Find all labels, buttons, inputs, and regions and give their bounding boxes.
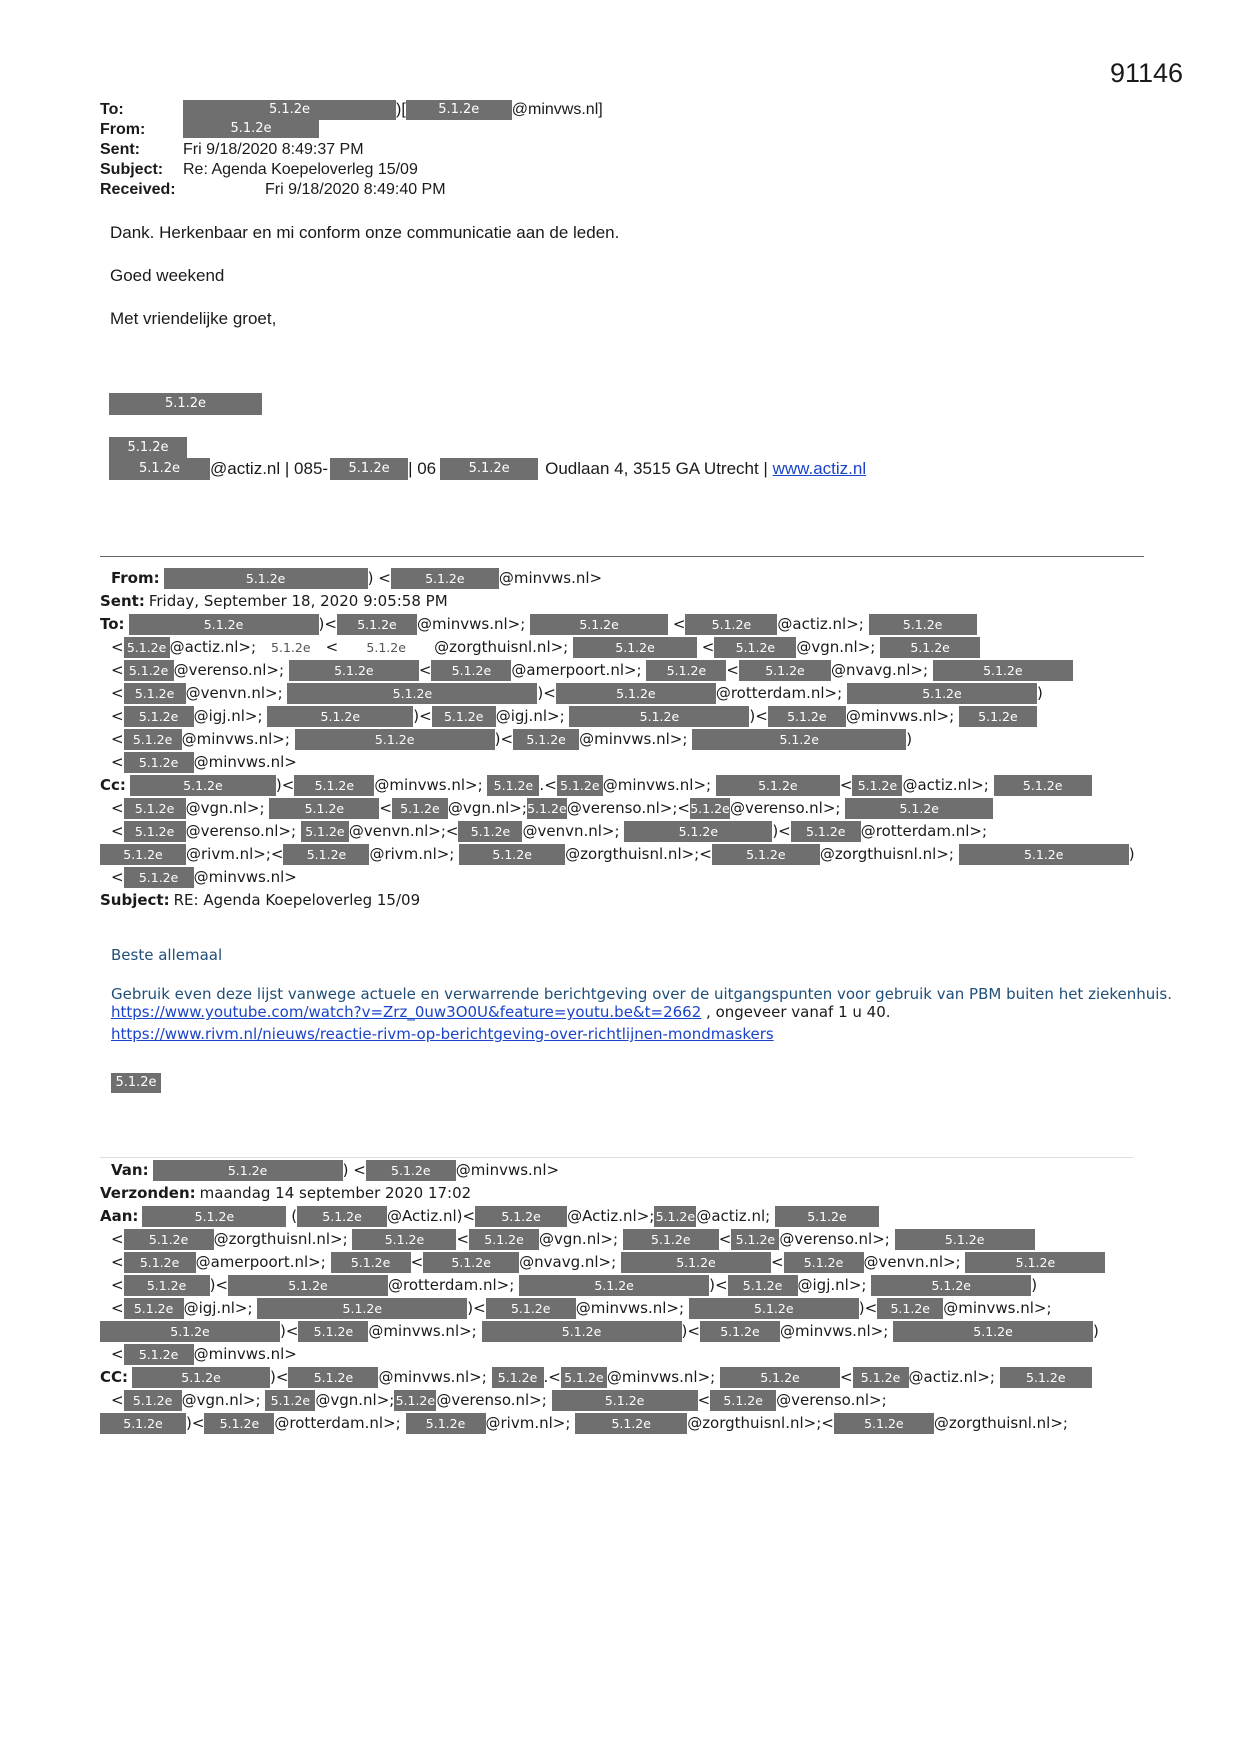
recipient: @venvn.nl>; <box>863 1253 961 1271</box>
recipient: @minvws.nl>; <box>374 776 483 794</box>
redaction: 5.1.2e <box>124 683 186 704</box>
recipient: @minvws.nl>; <box>416 615 526 633</box>
recipient: @zorgthuisnl.nl>; <box>213 1230 348 1248</box>
received-value: Fri 9/18/2020 8:49:40 PM <box>265 181 446 198</box>
recipient: @vgn.nl>; <box>539 1230 619 1248</box>
recipient: @minvws.nl>; <box>579 730 688 748</box>
redaction: 5.1.2e <box>871 1275 1031 1296</box>
recipient: @venvn.nl>; <box>185 684 283 702</box>
signature-line <box>109 458 866 480</box>
recipient: @minvws.nl>; <box>602 776 712 794</box>
redaction: 5.1.2e <box>100 1413 186 1434</box>
cc-label: Cc: <box>100 776 126 794</box>
redaction: 5.1.2e <box>712 844 820 865</box>
subject-value: RE: Agenda Koepeloverleg 15/09 <box>173 891 421 909</box>
recipient: @venvn.nl>; <box>348 822 446 840</box>
redaction: 5.1.2e <box>710 1390 776 1411</box>
recipient: @igj.nl>; <box>495 707 565 725</box>
youtube-link[interactable]: https://www.youtube.com/watch?v=Zrz_0uw3O0U&feature=youtu.be&t=2662 <box>111 1003 702 1021</box>
redaction: 5.1.2e <box>287 683 537 704</box>
recipient: @minvws.nl>; <box>378 1368 487 1386</box>
redaction: 5.1.2e <box>164 568 368 589</box>
recipient: @zorgthuisnl.nl>; <box>687 1414 822 1432</box>
redaction: 5.1.2e <box>475 1206 567 1227</box>
redaction: 5.1.2e <box>394 1390 436 1411</box>
recipient: @rivm.nl>; <box>186 845 271 863</box>
recipient: @minvws.nl>; <box>606 1368 716 1386</box>
recipient: @vgn.nl>; <box>447 799 527 817</box>
redaction: 5.1.2e <box>301 821 349 842</box>
redaction: 5.1.2e <box>265 1390 315 1411</box>
redaction: 5.1.2e <box>714 637 796 658</box>
to-label: To: <box>100 101 124 118</box>
recipient: @igj.nl>; <box>797 1276 867 1294</box>
redaction: 5.1.2e <box>716 775 840 796</box>
recipient: @rotterdam.nl>; <box>388 1276 515 1294</box>
subject-value: Re: Agenda Koepeloverleg 15/09 <box>183 161 418 178</box>
redaction: 5.1.2e <box>294 775 374 796</box>
body-line: Met vriendelijke groet, <box>110 309 277 328</box>
redaction: 5.1.2e <box>994 775 1092 796</box>
redaction: 5.1.2e <box>487 775 539 796</box>
sent-value: Fri 9/18/2020 8:49:37 PM <box>183 141 364 158</box>
sig-address: Oudlaan 4, 3515 GA Utrecht | <box>545 459 768 478</box>
body-line: Goed weekend <box>110 266 225 285</box>
sender-redaction: 5.1.2e <box>111 1073 161 1093</box>
recipient: @actiz.nl>; <box>169 638 257 656</box>
redaction: 5.1.2e <box>261 637 321 658</box>
actiz-website-link[interactable]: www.actiz.nl <box>772 459 867 478</box>
email3-header: Van: 5.1.2e ) < 5.1.2e @minvws.nl> Verzonden: maandag 14 september 2020 17:02 Aan: 5.1.2e ( 5.1.2e @Actiz.nl)< 5.1.2e @Actiz.nl>; 5.1.2e @actiz.nl; 5.1.2e < 5.1.2e @zorgthuisnl.nl>; 5.1.2e < 5.1.2e @vgn.nl>; 5.1.2e < 5.1.2e @verenso.nl>; 5.1.2e < 5.1.2e @amerpoort.nl>; 5.1.2e < 5.1.2e @nvavg.nl>; 5.1.2e < 5.1.2e @venvn.nl>; 5.1.2e < 5.1.2e )< 5.1.2e @rotterdam.nl>; 5.1.2e )< 5.1.2e @igj.nl>; 5.1.2e ) < 5.1.2e @igj.nl>; 5.1.2e )< 5.1.2e @minvws.nl>; 5.1.2e )< 5.1.2e @minvws.nl>; 5.1.2e )< 5.1.2e @minvws.nl>; 5.1.2e )< 5.1.2e @minvws.nl>; 5.1.2e ) < 5.1.2e @minvws.nl> CC: 5.1.2e )< 5.1.2e @minvws.nl>; 5.1.2e .< 5.1.2e @minvws.nl>; 5.1.2e < 5.1.2e @actiz.nl>; 5.1.2e < 5.1.2e @vgn.nl>; 5.1.2e @vgn.nl>; 5.1.2e @verenso.nl>; 5.1.2e < 5.1.2e @verenso.nl>; 5.1.2e )< 5.1.2e @rotterdam.nl>; 5.1.2e @rivm.nl>; 5.1.2e @zorgthuisnl.nl>; < 5.1.2e @zorgthuisnl.nl>; <box>100 1159 1105 1435</box>
redaction: 5.1.2e <box>965 1252 1105 1273</box>
recipient: @zorgthuisnl.nl>; <box>933 1414 1068 1432</box>
redaction: 5.1.2e <box>124 1390 182 1411</box>
recipient: @igj.nl>; <box>183 1299 253 1317</box>
recipient: @rivm.nl>; <box>369 845 455 863</box>
recipient: @rotterdam.nl>; <box>860 822 988 840</box>
recipient: @actiz.nl>; <box>902 776 989 794</box>
to-label: To: <box>100 615 125 633</box>
redaction: 5.1.2e <box>469 1229 539 1250</box>
redaction: 5.1.2e <box>183 100 396 120</box>
redaction: 5.1.2e <box>440 458 538 480</box>
van-label: Van: <box>111 1161 149 1179</box>
received-label: Received: <box>100 181 176 198</box>
from-label: From: <box>100 121 146 138</box>
redaction: 5.1.2e <box>142 1206 286 1227</box>
signature-name-redaction: 5.1.2e <box>109 393 262 415</box>
link1-note: , ongeveer vanaf 1 u 40. <box>706 1003 891 1021</box>
signature-redaction: 5.1.2e <box>109 437 187 459</box>
verzonden-value: maandag 14 september 2020 17:02 <box>199 1184 472 1202</box>
recipient: @verenso.nl>; <box>776 1391 887 1409</box>
recipient: @rotterdam.nl>; <box>274 1414 401 1432</box>
redaction: 5.1.2e <box>728 1275 798 1296</box>
redaction: 5.1.2e <box>739 660 831 681</box>
redaction: 5.1.2e <box>895 1229 1035 1250</box>
redaction: 5.1.2e <box>124 660 174 681</box>
recipient: @minvws.nl> <box>193 1345 297 1363</box>
redaction: 5.1.2e <box>569 706 749 727</box>
redaction: 5.1.2e <box>100 844 186 865</box>
redaction: 5.1.2e <box>646 660 726 681</box>
recipient: @vgn.nl>; <box>315 1391 395 1409</box>
recipient: @minvws.nl>; <box>368 1322 477 1340</box>
redaction: 5.1.2e <box>530 614 668 635</box>
redaction: 5.1.2e <box>297 1206 387 1227</box>
redaction: 5.1.2e <box>689 1298 859 1319</box>
redaction: 5.1.2e <box>391 568 499 589</box>
recipient: @zorgthuisnl.nl>; <box>819 845 954 863</box>
recipient: @minvws.nl>; <box>575 1299 685 1317</box>
subject-label: Subject: <box>100 161 164 178</box>
redaction: 5.1.2e <box>337 614 417 635</box>
redaction: 5.1.2e <box>124 1344 194 1365</box>
redaction: 5.1.2e <box>366 1160 456 1181</box>
cc-label: CC: <box>100 1368 129 1386</box>
recipient: @verenso.nl>; <box>729 799 841 817</box>
redaction: 5.1.2e <box>877 1298 943 1319</box>
redaction: 5.1.2e <box>959 706 1037 727</box>
redaction: 5.1.2e <box>132 1367 270 1388</box>
page-number: 91146 <box>1110 58 1184 88</box>
redaction: 5.1.2e <box>330 458 408 480</box>
sent-label: Sent: <box>100 141 140 158</box>
aan-label: Aan: <box>100 1207 139 1225</box>
recipient: @venvn.nl>; <box>522 822 620 840</box>
email2-header: From: 5.1.2e ) < 5.1.2e @minvws.nl> Sent: Friday, September 18, 2020 9:05:58 PM To: 5.1.2e )< 5.1.2e @minvws.nl>; 5.1.2e < 5.1.2e @actiz.nl>; 5.1.2e < 5.1.2e @actiz.nl>; 5.1.2e < 5.1.2e @zorgthuisnl.nl>; 5.1.2e < 5.1.2e @vgn.nl>; 5.1.2e < 5.1.2e @verenso.nl>; 5.1.2e < 5.1.2e @amerpoort.nl>; 5.1.2e < 5.1.2e @nvavg.nl>; 5.1.2e < 5.1.2e @venvn.nl>; 5.1.2e )< 5.1.2e @rotterdam.nl>; 5.1.2e ) < 5.1.2e @igj.nl>; 5.1.2e )< 5.1.2e @igj.nl>; 5.1.2e )< 5.1.2e @minvws.nl>; 5.1.2e < 5.1.2e @minvws.nl>; 5.1.2e )< 5.1.2e @minvws.nl>; 5.1.2e ) < 5.1.2e @minvws.nl> Cc: 5.1.2e )< 5.1.2e @minvws.nl>; 5.1.2e .< 5.1.2e @minvws.nl>; 5.1.2e < 5.1.2e @actiz.nl>; 5.1.2e < 5.1.2e @vgn.nl>; 5.1.2e < 5.1.2e @vgn.nl>; 5.1.2e @verenso.nl>; < 5.1.2e @verenso.nl>; 5.1.2e < 5.1.2e @verenso.nl>; 5.1.2e @venvn.nl>; < 5.1.2e @venvn.nl>; 5.1.2e )< 5.1.2e @rotterdam.nl>; 5.1.2e @rivm.nl>; < 5.1.2e @rivm.nl>; 5.1.2e @zorgthuisnl.nl>; < 5.1.2e @zorgthuisnl.nl>; 5.1.2e ) < 5.1.2e @minvws.nl> Subject: RE: Agenda Koepeloverleg 15/09 <box>100 567 1135 912</box>
redaction: 5.1.2e <box>295 729 495 750</box>
redaction: 5.1.2e <box>845 798 993 819</box>
email1-header <box>100 100 603 200</box>
verzonden-label: Verzonden: <box>100 1184 196 1202</box>
redaction: 5.1.2e <box>459 844 565 865</box>
redaction: 5.1.2e <box>331 1252 411 1273</box>
recipient: @amerpoort.nl>; <box>511 661 642 679</box>
redaction: 5.1.2e <box>423 1252 519 1273</box>
redaction: 5.1.2e <box>124 1252 196 1273</box>
recipient: @nvavg.nl>; <box>830 661 929 679</box>
redaction: 5.1.2e <box>731 1229 779 1250</box>
redaction: 5.1.2e <box>690 798 730 819</box>
redaction: 5.1.2e <box>228 1275 388 1296</box>
redaction: 5.1.2e <box>124 821 186 842</box>
redaction: 5.1.2e <box>933 660 1073 681</box>
from-domain: @minvws.nl> <box>498 569 603 587</box>
redaction: 5.1.2e <box>288 1367 378 1388</box>
redaction: 5.1.2e <box>124 637 170 658</box>
to-domain: @minvws.nl] <box>511 101 603 118</box>
redaction: 5.1.2e <box>869 614 977 635</box>
redaction: 5.1.2e <box>124 752 194 773</box>
redaction: 5.1.2e <box>298 1321 368 1342</box>
redaction: 5.1.2e <box>621 1252 771 1273</box>
redaction: 5.1.2e <box>153 1160 343 1181</box>
redaction: 5.1.2e <box>513 729 579 750</box>
greeting: Beste allemaal <box>111 946 223 964</box>
redaction: 5.1.2e <box>519 1275 709 1296</box>
redaction: 5.1.2e <box>768 706 846 727</box>
recipient: @verenso.nl>; <box>185 822 297 840</box>
redaction: 5.1.2e <box>406 1413 486 1434</box>
redaction: 5.1.2e <box>124 729 182 750</box>
redaction: 5.1.2e <box>624 821 772 842</box>
recipient: @minvws.nl>; <box>943 1299 1052 1317</box>
recipient: @vgn.nl>; <box>181 1391 261 1409</box>
redaction: 5.1.2e <box>124 1275 210 1296</box>
redaction: 5.1.2e <box>352 1229 456 1250</box>
recipient: @rivm.nl>; <box>485 1414 571 1432</box>
redaction: 5.1.2e <box>552 1390 698 1411</box>
email1-body <box>110 222 619 351</box>
redaction: 5.1.2e <box>893 1321 1093 1342</box>
redaction: 5.1.2e <box>852 775 902 796</box>
redaction: 5.1.2e <box>283 844 369 865</box>
redaction: 5.1.2e <box>431 660 511 681</box>
redaction: 5.1.2e <box>775 1206 879 1227</box>
rivm-link[interactable]: https://www.rivm.nl/nieuws/reactie-rivm-op-berichtgeving-over-richtlijnen-mondmaskers <box>111 1025 774 1043</box>
redaction: 5.1.2e <box>124 706 194 727</box>
recipient: @amerpoort.nl>; <box>195 1253 326 1271</box>
redaction: 5.1.2e <box>129 614 319 635</box>
email2-body <box>111 946 1172 1093</box>
recipient: @minvws.nl> <box>193 753 297 771</box>
recipient: @minvws.nl>; <box>181 730 290 748</box>
redaction: 5.1.2e <box>834 1413 934 1434</box>
sent-label: Sent: <box>100 592 145 610</box>
recipient: @zorgthuisnl.nl>; <box>434 638 569 656</box>
redaction: 5.1.2e <box>100 1321 280 1342</box>
redaction: 5.1.2e <box>623 1229 719 1250</box>
redaction: 5.1.2e <box>458 821 522 842</box>
redaction: 5.1.2e <box>124 867 194 888</box>
redaction: 5.1.2e <box>109 458 210 480</box>
redaction: 5.1.2e <box>130 775 276 796</box>
body-line: Dank. Herkenbaar en mi conform onze communicatie aan de leden. <box>110 223 620 242</box>
recipient: @actiz.nl>; <box>777 615 864 633</box>
redaction: 5.1.2e <box>257 1298 467 1319</box>
redaction: 5.1.2e <box>269 798 379 819</box>
recipient: @verenso.nl>; <box>436 1391 547 1409</box>
redaction: 5.1.2e <box>561 1367 607 1388</box>
redaction: 5.1.2e <box>573 637 697 658</box>
redaction: 5.1.2e <box>692 729 906 750</box>
redaction: 5.1.2e <box>1000 1367 1092 1388</box>
sent-value: Friday, September 18, 2020 9:05:58 PM <box>148 592 448 610</box>
divider <box>100 556 1144 557</box>
to-sep: )[ <box>396 101 406 118</box>
redaction: 5.1.2e <box>289 660 419 681</box>
redaction: 5.1.2e <box>575 1413 687 1434</box>
redaction: 5.1.2e <box>791 821 861 842</box>
recipient: @actiz.nl>; <box>908 1368 995 1386</box>
recipient: @verenso.nl>; <box>173 661 285 679</box>
from-label: From: <box>111 569 160 587</box>
sig-06: | 06 <box>408 459 437 478</box>
redaction: 5.1.2e <box>853 1367 909 1388</box>
recipient: @minvws.nl> <box>193 868 297 886</box>
van-domain: @minvws.nl> <box>455 1161 560 1179</box>
recipient: @minvws.nl>; <box>779 1322 889 1340</box>
redaction: 5.1.2e <box>482 1321 682 1342</box>
redaction: 5.1.2e <box>204 1413 274 1434</box>
redaction: 5.1.2e <box>685 614 777 635</box>
redaction: 5.1.2e <box>124 798 186 819</box>
subject-label: Subject: <box>100 891 170 909</box>
recipient: @verenso.nl>; <box>566 799 678 817</box>
redaction: 5.1.2e <box>124 1298 184 1319</box>
redaction: 5.1.2e <box>124 1229 214 1250</box>
recipient: @verenso.nl>; <box>779 1230 890 1248</box>
recipient: @rotterdam.nl>; <box>715 684 843 702</box>
recipient: @vgn.nl>; <box>796 638 876 656</box>
redaction: 5.1.2e <box>338 637 434 658</box>
recipient: @zorgthuisnl.nl>; <box>565 845 700 863</box>
redaction: 5.1.2e <box>880 637 980 658</box>
redaction: 5.1.2e <box>720 1367 840 1388</box>
redaction: 5.1.2e <box>654 1206 696 1227</box>
redaction: 5.1.2e <box>392 798 448 819</box>
redaction: 5.1.2e <box>557 775 603 796</box>
redaction: 5.1.2e <box>959 844 1129 865</box>
redaction: 5.1.2e <box>267 706 413 727</box>
recipient: @vgn.nl>; <box>185 799 265 817</box>
redaction: 5.1.2e <box>784 1252 864 1273</box>
sig-actiz: @actiz.nl | 085- <box>210 459 329 478</box>
redaction: 5.1.2e <box>432 706 496 727</box>
redaction: 5.1.2e <box>486 1298 576 1319</box>
recipient: @igj.nl>; <box>193 707 263 725</box>
redaction: 5.1.2e <box>492 1367 544 1388</box>
body-text: Gebruik even deze lijst vanwege actuele en verwarrende berichtgeving over de uitgangspunten voor gebruik van PBM buiten het ziekenhuis. <box>111 985 1172 1003</box>
recipient: @nvavg.nl>; <box>519 1253 617 1271</box>
redaction: 5.1.2e <box>527 798 567 819</box>
recipient: @minvws.nl>; <box>845 707 955 725</box>
redaction: 5.1.2e <box>406 100 512 120</box>
divider <box>100 1157 1133 1158</box>
redaction: 5.1.2e <box>700 1321 780 1342</box>
redaction: 5.1.2e <box>556 683 716 704</box>
redaction: 5.1.2e <box>847 683 1037 704</box>
redaction: 5.1.2e <box>183 120 319 138</box>
